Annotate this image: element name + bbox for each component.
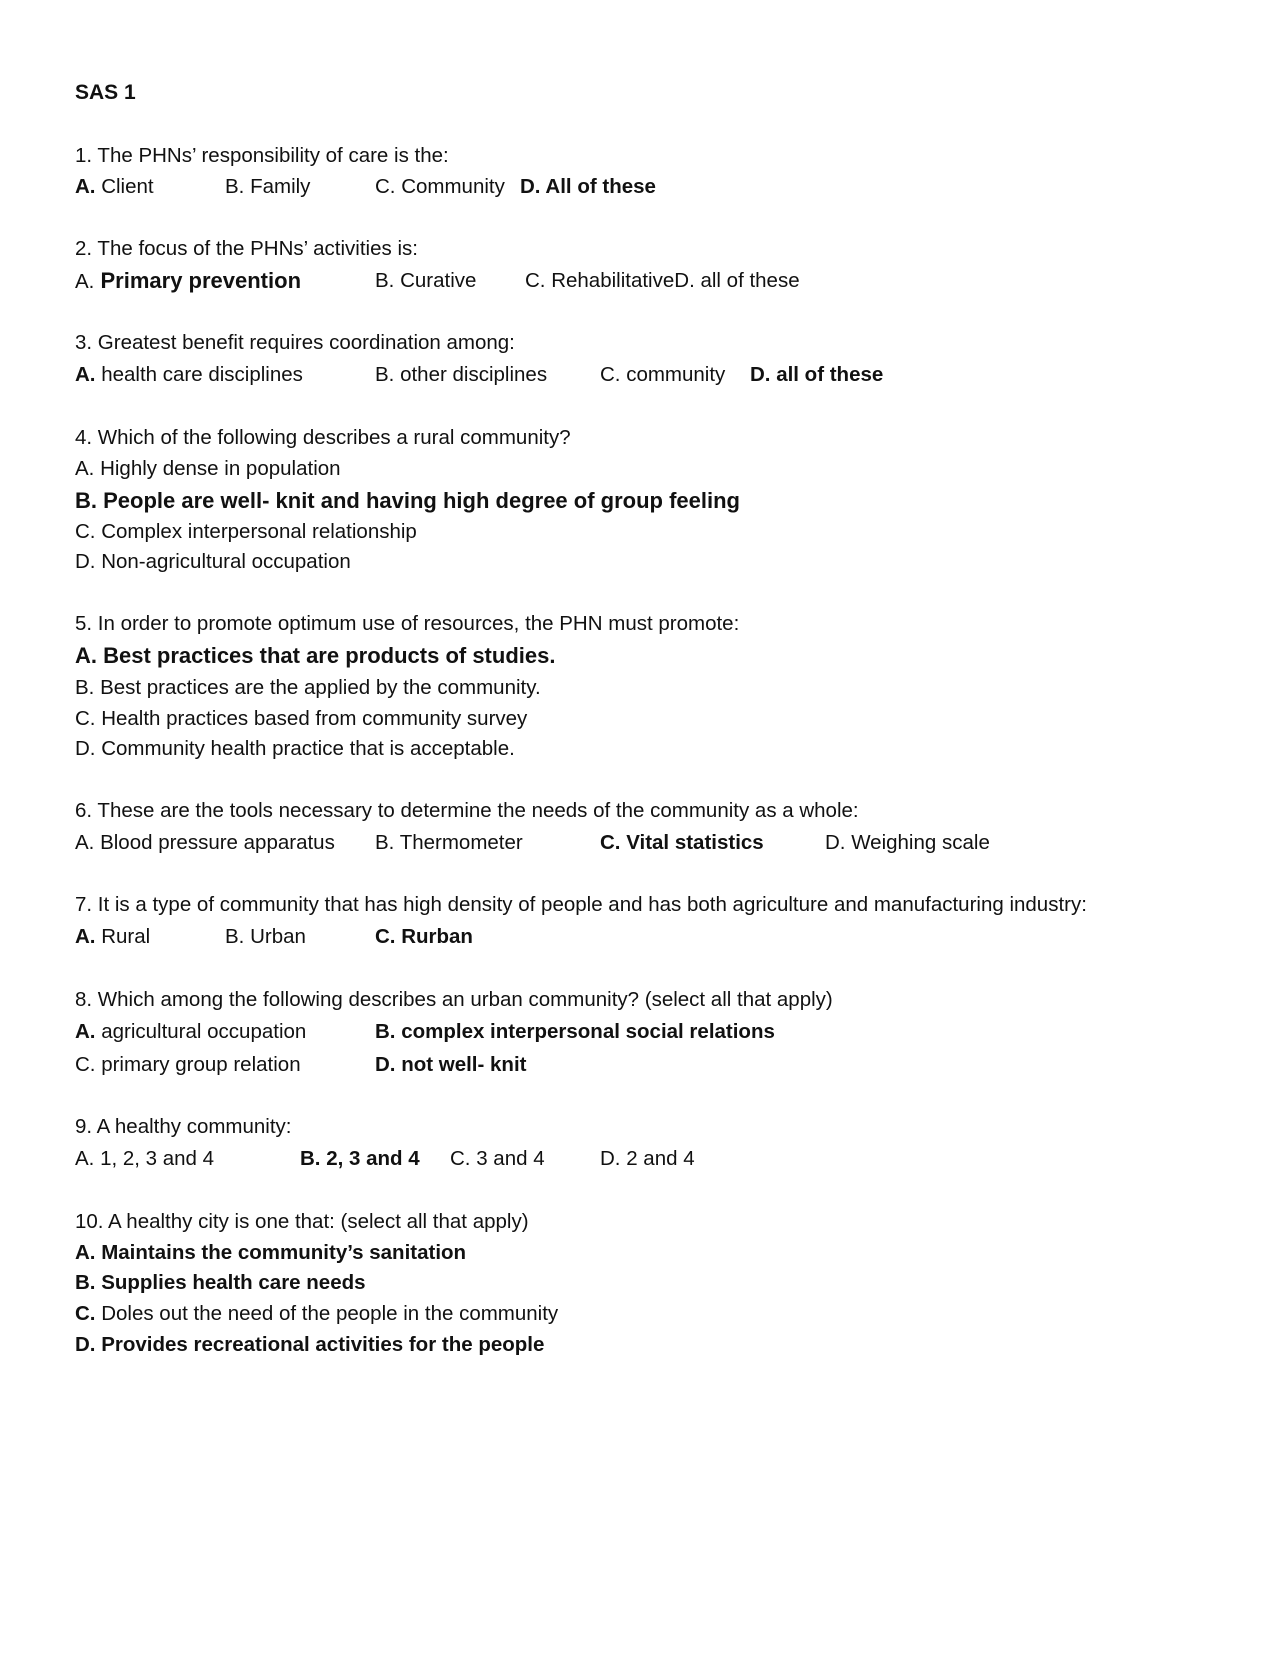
- question-6-stem: 6. These are the tools necessary to determine the needs of the community as a whole:: [75, 799, 859, 822]
- option-10d: D. Provides recreational activities for the people: [75, 1333, 545, 1356]
- option-7b: B. Urban: [225, 925, 306, 948]
- question-1-stem: 1. The PHNs’ responsibility of care is the:: [75, 144, 449, 167]
- option-9c: C. 3 and 4: [450, 1147, 545, 1170]
- question-5-stem: 5. In order to promote optimum use of resources, the PHN must promote:: [75, 612, 740, 635]
- option-1d: D. All of these: [520, 175, 656, 198]
- option-4a: A. Highly dense in population: [75, 457, 341, 480]
- option-5c: C. Health practices based from community survey: [75, 707, 528, 730]
- option-6d: D. Weighing scale: [825, 831, 990, 854]
- option-7c: C. Rurban: [375, 925, 473, 948]
- document-title: SAS 1: [75, 81, 136, 104]
- option-3a: A. health care disciplines: [75, 363, 303, 386]
- option-6a: A. Blood pressure apparatus: [75, 831, 335, 854]
- option-9a: A. 1, 2, 3 and 4: [75, 1147, 215, 1170]
- option-1b: B. Family: [225, 175, 311, 198]
- option-4d: D. Non-agricultural occupation: [75, 550, 351, 573]
- option-1a: A. Client: [75, 175, 154, 198]
- option-8c: C. primary group relation: [75, 1053, 301, 1076]
- option-2c: C. RehabilitativeD. all of these: [525, 269, 800, 292]
- option-1c: C. Community: [375, 175, 505, 198]
- option-8b: B. complex interpersonal social relations: [375, 1020, 775, 1043]
- option-5a: A. Best practices that are products of studies.: [75, 643, 556, 668]
- question-3-stem: 3. Greatest benefit requires coordination among:: [75, 331, 515, 354]
- option-3d: D. all of these: [750, 363, 884, 386]
- option-7a: A. Rural: [75, 925, 151, 948]
- option-8d: D. not well- knit: [375, 1053, 527, 1076]
- question-10-stem: 10. A healthy city is one that: (select all that apply): [75, 1210, 529, 1233]
- option-5b: B. Best practices are the applied by the community.: [75, 676, 541, 699]
- option-8a: A. agricultural occupation: [75, 1020, 307, 1043]
- question-8-stem: 8. Which among the following describes an urban community? (select all that apply): [75, 988, 833, 1011]
- option-9b: B. 2, 3 and 4: [300, 1147, 420, 1170]
- option-6c: C. Vital statistics: [600, 831, 764, 854]
- option-10a: A. Maintains the community’s sanitation: [75, 1241, 467, 1264]
- option-4b: B. People are well- knit and having high degree of group feeling: [75, 488, 740, 513]
- question-4-stem: 4. Which of the following describes a rural community?: [75, 426, 571, 449]
- option-2b: B. Curative: [375, 269, 477, 292]
- option-5d: D. Community health practice that is acceptable.: [75, 737, 515, 760]
- question-2-stem: 2. The focus of the PHNs’ activities is:: [75, 237, 418, 260]
- option-2a: A. Primary prevention: [75, 268, 302, 293]
- question-9-stem: 9. A healthy community:: [75, 1115, 292, 1138]
- option-3b: B. other disciplines: [375, 363, 548, 386]
- option-9d: D. 2 and 4: [600, 1147, 695, 1170]
- option-6b: B. Thermometer: [375, 831, 523, 854]
- option-10b: B. Supplies health care needs: [75, 1271, 366, 1294]
- question-7-stem: 7. It is a type of community that has high density of people and has both agriculture and manufacturing industry:: [75, 893, 1087, 916]
- option-4c: C. Complex interpersonal relationship: [75, 520, 417, 543]
- option-10c: C. Doles out the need of the people in the community: [75, 1302, 559, 1325]
- option-3c: C. community: [600, 363, 726, 386]
